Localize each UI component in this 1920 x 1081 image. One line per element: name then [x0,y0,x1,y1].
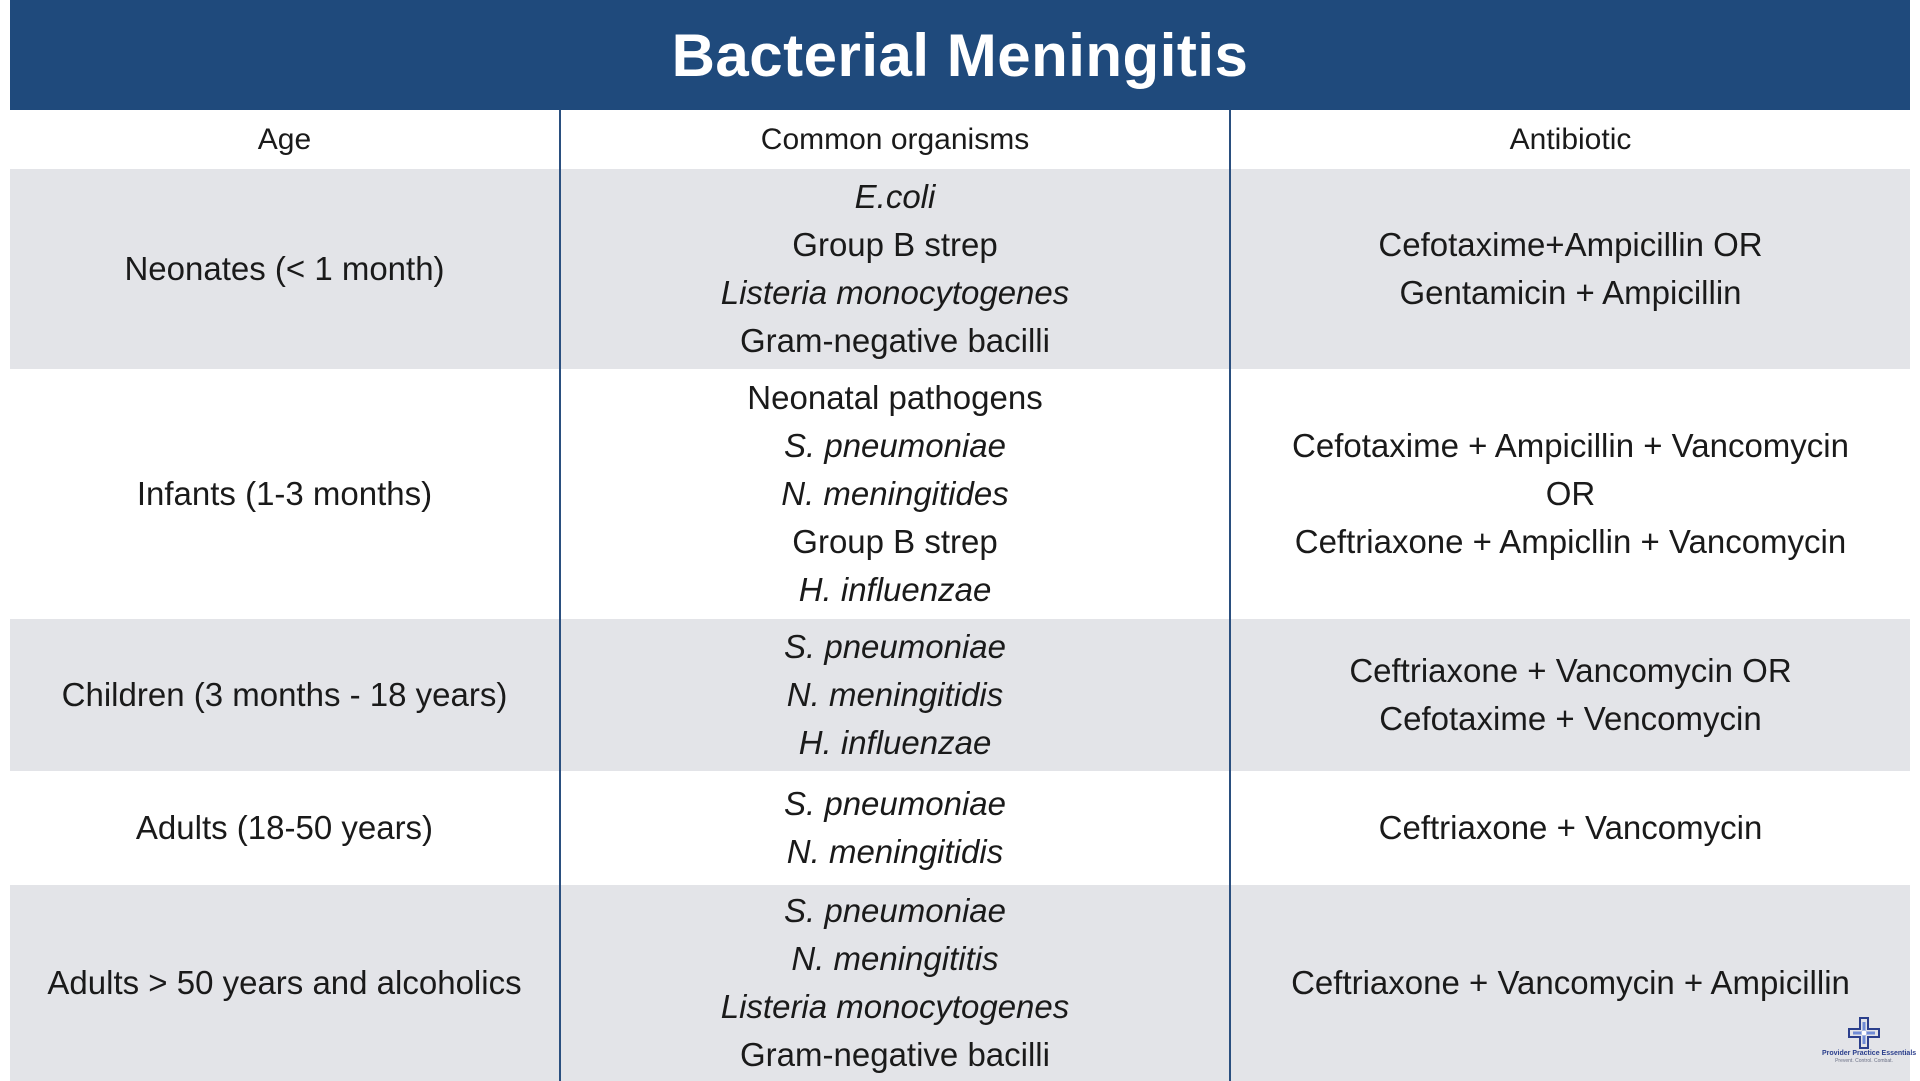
antibiotic-line: Cefotaxime + Vencomycin [1379,700,1762,737]
organisms-cell [560,771,1230,885]
organism-item: Neonatal pathogens [747,379,1043,416]
logo-tagline: Prevent. Control. Combat. [1835,1058,1893,1064]
organism-item: H. influenzae [798,724,992,761]
antibiotic-line: Ceftriaxone + Ampicllin + Vancomycin [1294,523,1847,560]
organism-item: Gram-negative bacilli [740,322,1050,359]
organism-item: S. pneumoniae [784,785,1006,822]
antibiotic-line: Ceftriaxone + Vancomycin OR [1349,652,1792,689]
organism-item: Gram-negative bacilli [740,1036,1050,1073]
organism-item: H. influenzae [798,571,992,608]
organism-item: Listeria monocytogenes [720,274,1070,311]
antibiotic-line: Ceftriaxone + Vancomycin + Ampicillin [1291,964,1850,1001]
header-age: Age [10,110,560,169]
antibiotic-cell [1230,169,1910,369]
table-row [10,369,1910,619]
antibiotic-line: Gentamicin + Ampicillin [1399,274,1742,311]
slide [10,0,1917,1080]
age-cell: Infants (1-3 months) [10,369,560,619]
age-cell: Children (3 months - 18 years) [10,619,560,771]
organisms-cell [560,619,1230,771]
antibiotic-cell [1230,771,1910,885]
organisms-cell [560,369,1230,619]
antibiotic-line: OR [1545,475,1596,512]
header-row [10,110,1910,169]
age-cell: Adults (18-50 years) [10,771,560,885]
age-cell: Neonates (< 1 month) [10,169,560,369]
antibiotic-cell [1230,885,1917,1081]
organism-item: N. meningitidis [786,676,1004,713]
header-antibiotic: Antibiotic [1230,110,1910,169]
antibiotic-cell [1230,369,1910,619]
organism-item: Group B strep [792,226,998,263]
organism-item: S. pneumoniae [784,427,1006,464]
table-row [10,885,1910,1081]
antibiotic-line: Cefotaxime + Ampicillin + Vancomycin [1292,427,1849,464]
organism-item: N. meningitidis [786,833,1004,870]
organism-item: Listeria monocytogenes [720,988,1070,1025]
table-row [10,771,1910,885]
organisms-cell [560,885,1230,1081]
organism-item: E.coli [854,178,936,215]
brand-logo [1822,1016,1917,1076]
meningitis-table [10,110,1917,1081]
organism-item: S. pneumoniae [784,628,1006,665]
logo-name: Provider Practice Essentials [1822,1050,1917,1057]
organism-item: S. pneumoniae [784,892,1006,929]
page-title: Bacterial Meningitis [671,21,1249,89]
table-row [10,619,1910,771]
antibiotic-line: Cefotaxime+Ampicillin OR [1378,226,1763,263]
age-cell: Adults > 50 years and alcoholics [10,885,560,1081]
table-row [10,169,1910,369]
organism-item: N. meningititis [791,940,999,977]
organism-item: Group B strep [792,523,998,560]
antibiotic-cell [1230,619,1910,771]
organisms-cell [560,169,1230,369]
medical-cross-icon [1847,1016,1881,1050]
header-organisms: Common organisms [560,110,1230,169]
title-bar [10,0,1910,110]
organism-item: N. meningitides [781,475,1009,512]
antibiotic-line: Ceftriaxone + Vancomycin [1378,809,1763,846]
